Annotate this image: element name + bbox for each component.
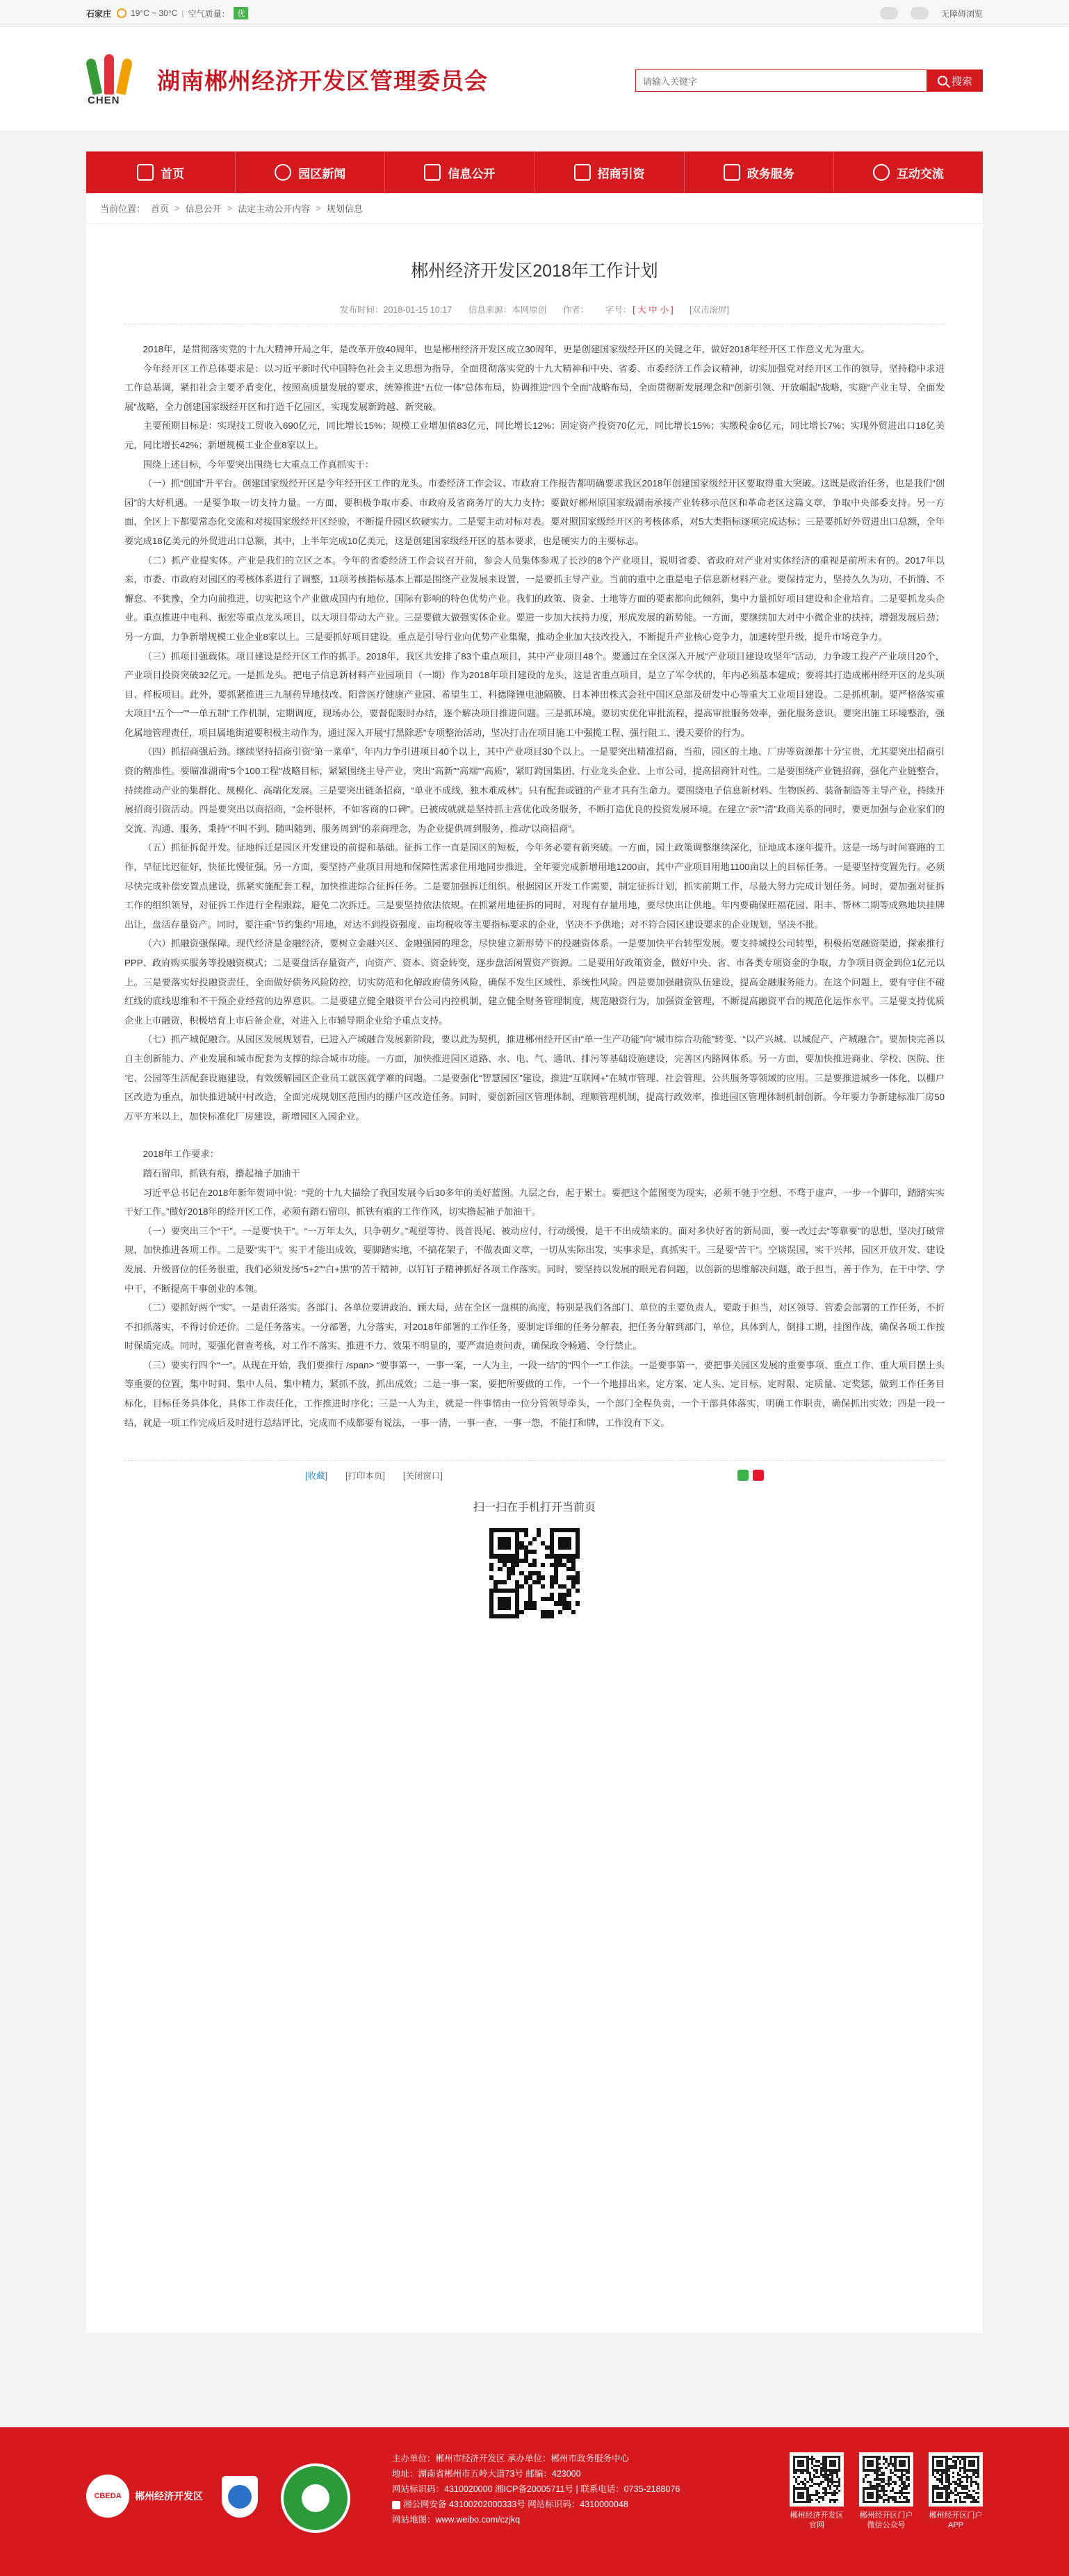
police-badge-icon[interactable] xyxy=(222,2476,258,2518)
footer-icp[interactable]: 网站标识码：4310020000 湘ICP备20005711号 | 联系电话：0735-2188076 xyxy=(392,2484,680,2494)
article-body xyxy=(124,340,945,1432)
police-icon xyxy=(392,2501,400,2509)
scroll-toggle[interactable]: [双击滚屏] xyxy=(689,305,729,315)
article-meta xyxy=(124,303,945,325)
footer-host: 主办单位：郴州市经济开发区 承办单位：郴州市政务服务中心 xyxy=(392,2454,629,2463)
paragraph: 习近平总书记在2018年新年贺词中说：“党的十九大描绘了我国发展今后30多年的美好蓝图。九层之台，起于累土。要把这个蓝图变为现实，必须不驰于空想、不骛于虚声，一步一个脚印，踏踏实实干好工作。”做好2018年的经开区工作，必须有踏石留印、抓铁有痕的工作作风，切实撸起袖子加油干。 xyxy=(124,1187,945,1217)
footer-qr-codes xyxy=(790,2452,983,2530)
content-area xyxy=(86,193,983,2333)
footer-address: 地址：湖南省郴州市五岭大道73号 邮编：423000 xyxy=(392,2469,581,2479)
document-icon xyxy=(424,164,441,181)
weather-text: 19°C ~ 30°C xyxy=(131,8,178,18)
search-input[interactable]: 请输入关键字 xyxy=(635,69,927,92)
chat-icon xyxy=(873,164,890,181)
briefcase-icon xyxy=(724,164,740,181)
publish-date: 发布时间：2018-01-15 10:17 xyxy=(340,305,452,315)
sun-icon xyxy=(117,8,127,18)
font-size-label: 字号： xyxy=(605,305,632,315)
nav-item-interact[interactable]: 互动交流 xyxy=(834,151,983,193)
paragraph: （二）要抓好两个“实”。一是责任落实。各部门、各单位要讲政治、顾大局，站在全区一盘棋的高度，特别是我们各部门、单位的主要负责人，要敢于担当，对区领导、管委会部署的工作任务，不折不扣抓落实，不得讨价还价。二是任务落实。一分部署，九分落实，对2018年部署的工作任务，要制定详细的任务分解表，把任务分解到部门，单位，具体到人，倒排工期，挂图作战，确保各项工作按时保质完成。同时，要强化督查考核，对工作不落实、推进不力、效果不明显的，要严肃追责问责，确保政令畅通、令行禁止。 xyxy=(124,1302,945,1352)
paragraph: （三）要实行四个“一”。从现在开始，我们要推行 /span> “要事第一，一事一案，一人为主，一段一结”的“四个一”工作法。一是要事第一，要把事关园区发展的重要事项、重点工作、重大项目摆上头等重要的位置，集中时间、集中人员、集中精力，紧抓不放，抓出成效；二是一事一案，要把所要做的工作，一个一个地排出来，定方案、定人头、定目标、定时限、定质量、定奖惩，做到工作任务目标化，目标任务具体化，具体工作责任化，工作推进时序化；三是一人为主，就是一件事情由一位分管领导牵头，一个部门全程负责，一个干部具体落实，明确工作职责，确保抓出实效；四是一段一结，就是一项工作完成后及时进行总结评比，完成而不成都要有说法，一事一清，一事一查，一事一怨，不能打和牌，工作没有下文。 xyxy=(124,1359,945,1428)
city-label[interactable]: 石家庄 xyxy=(86,8,112,19)
footer-info xyxy=(392,2451,680,2527)
site-logo[interactable] xyxy=(86,51,488,107)
cbeda-logo: CBEDA xyxy=(86,2475,129,2518)
footer-qr: 郴州经开区门户APP xyxy=(929,2452,983,2530)
globe-icon xyxy=(275,164,291,181)
nav-item-info[interactable]: 信息公开 xyxy=(385,151,534,193)
article-title: 郴州经济开发区2018年工作计划 xyxy=(411,261,658,281)
paragraph: （三）抓项目强载体。项目建设是经开区工作的抓手。2018年，我区共安排了83个重点项目，其中产业项目48个。要通过在全区深入开展“产业项目建设攻坚年”活动，力争竣工投产产业项目20个，产业项目投资突破32亿元。一是抓龙头。把电子信息新材料产业园项目（一期）作为2018年项目建设的龙头，这是省重点项目，是立了军令状的，年内必须基本建成；要将其打造成郴州经开区的龙头项目、样板项目。此外，要抓紧推进三九制药异地技改、阳普医疗健康产业园、希望生工、科德隆锂电池隔膜、日本神田株式会社中国区总部及研发中心等重大工业项目建设。二是抓机制。要严格落实重大项目“五个一”“一单五制”工作机制，定期调度，现场办公，要督促限时办结，逐个解决项目推进问题。三是抓环境。要切实优化审批流程，提高审批服务效率，强化服务意识。要突出施工环境整治，强化属地管理责任，项目属地街道要积极主动作为，通过深入开展“打黑除恶”专项整治活动，坚决打击在项目施工中强揽工程、强行阻工、漫天要价的行为。 xyxy=(124,650,945,738)
paragraph: （六）抓融资强保障。现代经济是金融经济，要树立金融兴区、金融强园的理念，尽快建立新形势下的投融资体系。一是要加快平台转型发展。要支持城投公司转型，积极拓宽融资渠道，探索推行PPP、政府购买服务等投融资模式；二是要盘活存量资产，向资产、资本、资金转变，逐步盘活闲置资产资源。二是要用好政策资金，做好中央、省、市各类专项资金的争取，力争项目资金到位1亿元以上。三是要落实好投融资责任，全面做好债务风险防控，切实防范和化解政府债务风险，确保不发生区域性、系统性风险。四是要加强融资队伍建设，提高金融服务能力。在这个问题上，要有守住不碰红线的底线思维和不干预企业经营的边界意识。二是要建立健全融资平台公司内控机制，建立健全财务管理制度，规范融资行为，加强资金管理，不断提高融资平台的规范化运作水平。三是要支持优质企业上市融资，积极培育上市后备企业，对进入上市辅导期企业给予重点支持。 xyxy=(124,938,945,1026)
logo-mark-icon: CHEN xyxy=(86,51,142,107)
paragraph: 围绕上述目标，今年要突出围绕七大重点工作真抓实干： xyxy=(142,459,375,470)
breadcrumb-item[interactable]: 首页 xyxy=(151,204,170,214)
nav-item-news[interactable]: 园区新闻 xyxy=(236,151,385,193)
nav-item-invest[interactable]: 招商引资 xyxy=(535,151,685,193)
footer-logo[interactable] xyxy=(86,2475,203,2518)
close-window-link[interactable]: [关闭窗口] xyxy=(402,1471,443,1482)
home-icon xyxy=(137,164,154,181)
breadcrumb-item[interactable]: 法定主动公开内容 xyxy=(238,204,311,214)
font-size-switch[interactable]: [ 大 中 小 ] xyxy=(633,305,674,315)
breadcrumb-item[interactable]: 规划信息 xyxy=(326,204,363,214)
search-bar xyxy=(635,69,983,92)
air-quality-badge: 优 xyxy=(234,7,248,19)
top-bar: 石家庄 19°C ~ 30°C | 空气质量： 优 无障碍浏览 xyxy=(0,0,1069,26)
accessibility-link[interactable]: 无障碍浏览 xyxy=(940,8,983,19)
breadcrumb-item[interactable]: 信息公开 xyxy=(185,204,222,214)
section-subheading: 踏石留印，抓铁有痕，撸起袖子加油干 xyxy=(142,1167,300,1179)
gov-seal-icon[interactable] xyxy=(281,2463,350,2533)
paragraph: （七）抓产城促融合。从园区发展规划看，已进入产城融合发展新阶段，要以此为契机，推进郴州经开区由“单一生产功能”向“城市综合功能”转变、“以产兴城、以城促产、产城融合”。要加快完善以自主创新能力、产业发展和城市配套为支撑的综合城市功能。一方面，加快推进园区道路、水、电、气、通讯、排污等基础设施建设，完善区内路网体系。另一方面，要加快推进商业、学校、医院、住宅、公园等生活配套设施建设，有效缓解园区企业员工就医就学难的问题。二是要强化“智慧园区”建设，推进“互联网+”在城市管理、社会管理、公共服务等领域的应用。三是要推进城乡一体化，以棚户区改造为重点，加快推进城中村改造，全面完成规划区范围内的棚户区改造任务。同时，要创新园区管理体制，理顺管理机制，提高行政效率，推进园区管理体制机制创新。今年要力争新建标准厂房50万平方米以上，加快标准化厂房建设，新增园区入园企业。 xyxy=(124,1034,945,1122)
article-author: 作者： xyxy=(562,305,589,315)
site-title: 湖南郴州经济开发区管理委员会 xyxy=(157,67,488,95)
paragraph: 今年经开区工作总体要求是：以习近平新时代中国特色社会主义思想为指导，全面贯彻落实党的十九大精神和中央、省委、市委经济工作会议精神，切实加强党对经开区工作的领导，坚持稳中求进工作总基调，紧扣社会主要矛盾变化，按照高质量发展的要求，统筹推进“五位一体”总体布局，协调推进“四个全面”战略布局，全面贯彻新发展理念和“创新引领、开放崛起”战略，实施“产业主导、全面发展”战略，全力创建国家级经开区和打造千亿园区，实现发展新跨越、新突破。 xyxy=(124,363,945,412)
qr-title: 扫一扫在手机打开当前页 xyxy=(473,1502,596,1514)
footer-weibo[interactable]: 网站地图：www.weibo.com/czjkq xyxy=(392,2515,521,2525)
paragraph: （五）抓征拆促开发。征地拆迁是园区开发建设的前提和基础。征拆工作一直是园区的短板，今年务必要有新突破。一方面，园土政策调整继续深化，征地成本逐年提升。这是一场与时间赛跑的工作，早征比迟征好，快征比慢征强。另一方面，要坚持产业项目用地和保障性需求住用地同步推进，全年要完成新增用地1200亩，其中产业项目用地1100亩以上的目标任务。一是要坚持变置先行。必须尽快完成补偿安置点建设，抓紧实施配套工程，加快推进综合征拆任务。二是要加强拆迁组织。根据园区开发工作需要，制定征拆计划，抓实前期工作，尽最大努力完成计划任务。同时，要加强对征拆工作的组织领导，对征拆工作进行全程跟踪，避免二次拆迁。三是要坚持依法依规。在抓紧用地征拆的同时，对现有存量用地，要尽快出让供地。年内要确保旺福花园、阳丰、帮林二期等成熟地块挂牌出让，盘活存量资产。同时，要注重“节约集约”用地，对达不到投资强度、亩均税收等主要指标要求的企业，坚决不予供地；对不符合园区建设要求的企业规划，坚决不批。 xyxy=(124,842,945,930)
paragraph: （一）要突出三个“干”。一是要“快干”。“一万年太久，只争朝夕。”观望等待、畏首畏尾、被动应付，行动缓慢，是干不出成绩来的。面对多快好省的新局面，要一改过去“等靠要”的思想，坚决打破常规，加快推进各项工作。二是要“实干”。实干才能出成效，要脚踏实地，不搞花架子，不做表面文章，一切从实际出发，实事求是，真抓实干。三是要“苦干”。空谈误国，实干兴邦，园区开放开发、建设发展、升级晋位的任务很重，我们必须发扬“5+2”“白+黑”的苦干精神，以钉钉子精神抓好各项工作落实。同时，要坚持以发展的眼光看问题，以创新的思维解决问题，敢于担当，善于作为，在干中学、学中干，不断提高干事创业的本领。 xyxy=(124,1225,945,1294)
footer-logo-name: 郴州经济开发区 xyxy=(135,2491,203,2502)
weibo-share-icon[interactable] xyxy=(753,1470,764,1481)
paragraph: 主要预期目标是：实现技工贸收入690亿元，同比增长15%；规模工业增加值83亿元，同比增长12%；固定资产投资70亿元，同比增长15%；实缴税金6亿元，同比增长7%；实现外贸进出口18亿美元，同比增长42%；新增规模工业企业8家以上。 xyxy=(124,420,945,450)
paragraph: （一）抓“创国”升平台。创建国家级经开区是今年经开区工作的龙头。市委经济工作会议、市政府工作报告都明确要求我区2018年创建国家级经开区要取得重大突破。这既是政治任务，也是我们“创园”的大好机遇。一是要争取一切支持力量。一方面，要积极争取市委、市政府及省商务厅的大力支持；要做好郴州原国家级湖南承接产业转移示范区和革命老区这篇文章，争取中央部委支持。另一方面，全区上下都要常态化交流和对接国家级经开区经验，不断提升园区软硬实力。二是要主动对标对表。要对照国家级经开区的考核体系，对5大类指标逐项完成达标；三是要抓好外贸进出口总额，全年要完成18亿美元的外贸进出口总额，其中，上半年完成10亿美元，这是创建国家级经开区的基本要求，也是硬实力的主要标志。 xyxy=(124,478,945,546)
wechat-icon[interactable] xyxy=(911,7,929,19)
section-heading: 2018年工作要求： xyxy=(142,1149,219,1160)
footer-qr: 郴州经济开发区官网 xyxy=(790,2452,844,2530)
paragraph: （四）抓招商强后劲。继续坚持招商引资“第一菜单”，年内力争引进项目40个以上，其中产业项目30个以上。一是要突出精准招商，当前，园区的土地、厂房等资源都十分宝贵，尤其要突出招商引资的精准性。要瞄准湖南“5个100工程”战略目标，紧紧围绕主导产业，突出“高新”“高端”“高质”，紧盯跨国集团、行业龙头企业、上市公司，提高招商针对性。二是要围绕产业链招商，强化产业链整合，持续推动产业的集群化、规模化、高端化发展。三是要突出链条招商，“单业不成线，独木难成林”。只有配套或链的产业才具有生命力。要围绕电子信息新材料、生物医药、装备制造等主导产业，持续开展招商引资活动。四是要突出以商招商，“金杯银杯，不如客商的口碑”。已被成就就是坚持抓主营优化政务服务，不断打造优良的投资发展环境。在建立“亲”“清”政商关系的同时，要更加强与企业家们的交流、沟通、服务，秉持“不叫不到、随叫随到、服务周到”的亲商理念，为企业提供周到服务，推动“以商招商”。 xyxy=(124,746,945,834)
search-icon xyxy=(938,76,947,85)
nav-item-service[interactable]: 政务服务 xyxy=(685,151,834,193)
wechat-share-icon[interactable] xyxy=(737,1470,749,1481)
site-footer xyxy=(0,2427,1069,2576)
paragraph: 2018年，是贯彻落实党的十九大精神开局之年，是改革开放40周年，也是郴州经济开发区成立30周年，更是创建国家级经开区的关键之年，做好2018年经开区工作意义尤为重大。 xyxy=(142,344,870,354)
layers-icon xyxy=(574,164,591,181)
print-link[interactable]: [打印本页] xyxy=(345,1471,385,1482)
search-button[interactable]: 搜索 xyxy=(927,69,983,92)
footer-qr: 郴州经开区门户微信公众号 xyxy=(859,2452,913,2530)
nav-item-home[interactable]: 首页 xyxy=(86,151,236,193)
site-header xyxy=(86,26,983,131)
paragraph: （二）抓产业提实体。产业是我们的立区之本。今年的省委经济工作会议召开前，参会人员集体参观了长沙的8个产业项目，说明省委、省政府对产业对实体经济的重视是前所未有的。2017年以来，市委、市政府对园区的考核体系进行了调整，11项考核指标基本上都是围绕产业发展来设置，一是要抓主导产业。当前的重中之重是电子信息新材料产业。要保持定力，坚持久久为功，不折腾、不懈怠、不犹豫，全力向前推进，切实把这个产业做成国内有地位、国际有影响的特色优势产业。我们的政策、资金、土地等方面的要素都向此倾斜，集中力量抓好项目建设和企业培育。二是要抓龙头企业。重点推进中电科、振宏等重点龙头项目，以大项目带动大产业。三是要做大做强实体企业。要进一步加大扶持力度，形成发展的新势能。一方面，要继续加大对中小微企业的扶持，增强发展后劲；另一方面，力争新增规模工业企业8家以上。三是要抓好项目建设。重点是引导行业向优势产业集聚，推动企业加大技改投入，不断提升产业核心竞争力，加速转型升级，提升市场竞争力。 xyxy=(124,555,945,642)
page-qr-code xyxy=(487,1525,582,1621)
air-quality-label: 空气质量： xyxy=(188,8,230,19)
favorite-link[interactable]: [收藏] xyxy=(305,1471,327,1482)
footer-police[interactable]: 湘公网安备 43100202000333号 网站标识码：4310000048 xyxy=(403,2500,628,2509)
breadcrumb: 当前位置： 首页 > 信息公开 > 法定主动公开内容 > 规划信息 xyxy=(86,193,983,224)
article-tools xyxy=(124,1460,945,1482)
article-source: 信息来源：本网原创 xyxy=(468,305,547,315)
weibo-icon[interactable] xyxy=(880,7,898,19)
main-nav xyxy=(86,151,983,193)
